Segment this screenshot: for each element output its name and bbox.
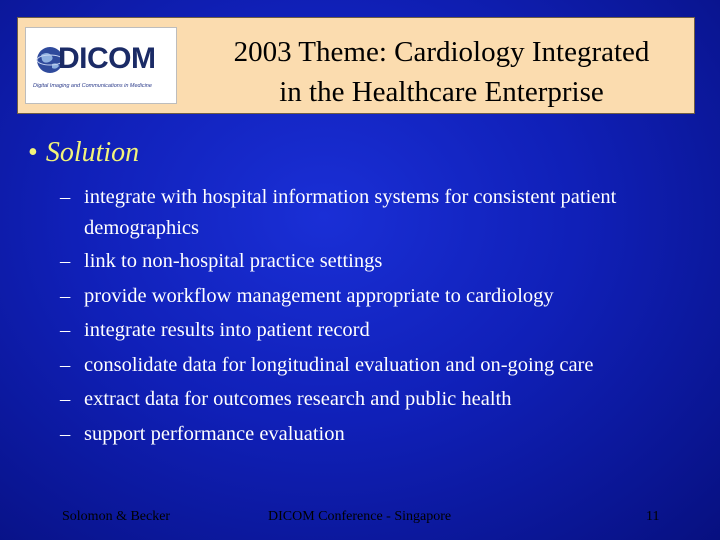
slide-title — [177, 18, 694, 113]
list-item-text: support performance evaluation — [84, 422, 345, 445]
list-item — [60, 417, 710, 452]
list-item-text: extract data for outcomes research and public health — [84, 388, 512, 410]
bullet-icon: • — [28, 137, 38, 168]
logo-tagline: Digital Imaging and Communications in Medicine — [33, 83, 152, 89]
dicom-logo — [25, 27, 177, 104]
title-line-1: 2003 Theme: Cardiology Integrated — [233, 36, 650, 68]
sub-bullet-list — [60, 182, 710, 451]
list-item-text: integrate with hospital information systems for consistent patient demographics — [84, 186, 617, 239]
footer-page-number: 11 — [646, 509, 660, 524]
list-item — [60, 244, 710, 279]
list-item-text: provide workflow management appropriate to cardiology — [84, 284, 554, 307]
footer-conference: DICOM Conference - Singapore — [268, 509, 452, 524]
list-item-text: integrate results into patient record — [84, 319, 370, 341]
list-item — [60, 313, 710, 348]
list-item — [60, 182, 710, 244]
dash-icon: – — [60, 353, 71, 376]
footer-authors: Solomon & Becker — [62, 509, 171, 524]
dash-icon: – — [60, 250, 71, 272]
dash-icon: – — [60, 319, 71, 341]
dash-icon: – — [60, 186, 71, 208]
list-item-text: link to non-hospital practice settings — [84, 250, 383, 272]
list-item — [60, 279, 710, 314]
dash-icon: – — [60, 284, 71, 307]
level1-label: Solution — [45, 137, 140, 168]
list-item-text: consolidate data for longitudinal evaluation and on-going care — [84, 353, 594, 376]
slide-header — [17, 17, 695, 114]
logo-wordmark: DICOM — [58, 42, 156, 75]
list-item — [60, 348, 710, 383]
dash-icon: – — [60, 388, 71, 410]
dash-icon: – — [60, 422, 71, 445]
title-line-2: in the Healthcare Enterprise — [279, 76, 604, 108]
list-item — [60, 382, 710, 417]
level1-bullet-solution — [28, 137, 139, 169]
